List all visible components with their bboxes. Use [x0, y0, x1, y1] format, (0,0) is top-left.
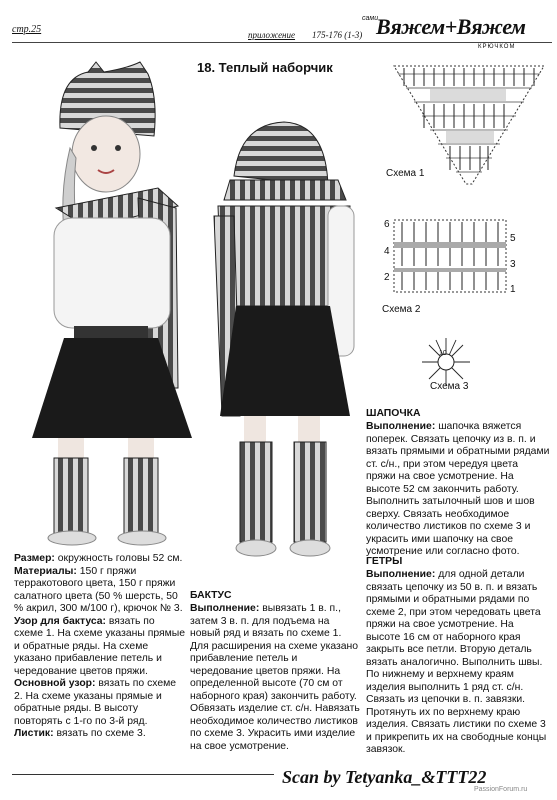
page-header	[0, 0, 557, 58]
scheme-2-row-2: 2	[384, 272, 390, 283]
hat-heading: ШАПОЧКА	[366, 408, 421, 419]
pattern-paragraph	[14, 616, 186, 679]
main-pattern-text: вязать по схеме 2. На схеме указаны прямые и обратные ряды. В высоту повторять с 1-го по 3-й ряд.	[14, 678, 177, 727]
size-text: окружность головы 52 см.	[54, 553, 183, 564]
materials-label: Материалы:	[14, 565, 77, 577]
site-watermark: PassionForum.ru	[474, 786, 528, 793]
hat-text: шапочка вяжется поперек. Связать цепочку из в. п. и вязать прямыми и обратными рядами ст. с/н., при этом чередуя цвета пряжи на свое усмотрение. На высоте 52 см закончить работу. Выполнить затылочный шов и шов сверху. Связать необходимое количество листиков по схеме 3 и украсить ими шапочку на свое усмотрение или согласно фото.	[366, 421, 550, 557]
issue-number: 175-176 (1-3)	[312, 30, 363, 40]
left-column-text	[14, 553, 186, 741]
bactus-heading: БАКТУС	[190, 590, 232, 601]
hat-label: Выполнение:	[366, 421, 436, 432]
gaiters-instructions	[366, 569, 550, 757]
photo-front-view	[18, 58, 196, 546]
leaf-label: Листик:	[14, 728, 54, 739]
bactus-label: Выполнение:	[190, 603, 260, 614]
materials-text: 150 г пряжи терракотового цвета, 150 г пряжи салатного цвета (50 % шерсть, 50 % акрил, 300 м/100 г), крючок № 3.	[14, 565, 183, 614]
scheme-2-row-4: 4	[384, 246, 390, 257]
size-label: Размер:	[14, 553, 55, 564]
scheme-3-center-number: 10	[439, 350, 447, 357]
leaf-text: вязать по схеме 3.	[53, 728, 146, 739]
gaiters-text: для одной детали связать цепочку из 50 в. п. и вязать прямыми и обратными рядами по схеме 2, при этом чередовать цвета пряжи на свое усмотрение. На высоте 16 см от наборного края закрыть все петли. Вторую деталь вязать аналогично. Выполнить швы. По нижнему и верхнему краям изделия выполнить 1 ряд ст. с/н. Связать из цепочки в. п. завязки. Протянуть их по верхнему краю изделия. Связать листики по схеме 3 и прикрепить их на свободные концы завязок.	[366, 569, 547, 755]
main-pattern-paragraph	[14, 678, 186, 728]
main-pattern-label: Основной узор:	[14, 678, 96, 689]
scheme-3-caption: Схема 3	[430, 381, 469, 392]
scan-credit: Scan by Tetyanka_&TTT22	[282, 767, 487, 787]
scheme-2-caption: Схема 2	[382, 304, 421, 315]
appendix-label: приложение	[248, 30, 296, 40]
scheme-2-row-3: 3	[510, 259, 516, 270]
hat-instructions	[366, 421, 550, 559]
gaiters-label: Выполнение:	[366, 569, 436, 580]
scheme-2-diagram	[380, 216, 520, 300]
page-number: стр.25	[12, 24, 42, 35]
materials-paragraph	[14, 566, 186, 616]
photo-back-view	[200, 116, 366, 568]
logo-subtitle: КРЮЧКОМ	[478, 44, 516, 50]
bactus-text: вывязать 1 в. п., затем 3 в. п. для подъема на новый ряд и вязать по схеме 1. Для расширения на схеме указано прибавление петель и чередование цветов пряжи. На определенной высоте (70 см от наборного края) закончить работу. Обвязать изделие ст. с/н. Навязать необходимое количество листиков по схеме 3. Украсить ими изделие на свое усмотрение.	[190, 603, 360, 752]
article-title: 18. Теплый наборчик	[197, 60, 333, 75]
scheme-2-row-1: 1	[510, 284, 516, 295]
scheme-1-caption: Схема 1	[386, 168, 425, 179]
size-paragraph	[14, 553, 186, 566]
leaf-paragraph	[14, 728, 186, 741]
scheme-2-row-6: 6	[384, 219, 390, 230]
magazine-logo: Вяжем+Вяжем	[376, 14, 526, 39]
pattern-label: Узор для бактуса:	[14, 615, 106, 627]
scheme-2-row-5: 5	[510, 233, 516, 244]
logo-small-text: сами	[362, 15, 379, 22]
gaiters-heading: ГЕТРЫ	[366, 556, 403, 567]
header-rule	[12, 42, 552, 43]
bactus-instructions	[190, 603, 362, 753]
footer-rule	[12, 774, 274, 775]
pattern-text: вязать по схеме 1. На схеме указаны прямые и обратные ряды. На схеме указано прибавление петель и чередование цветов пряжи.	[14, 615, 186, 677]
